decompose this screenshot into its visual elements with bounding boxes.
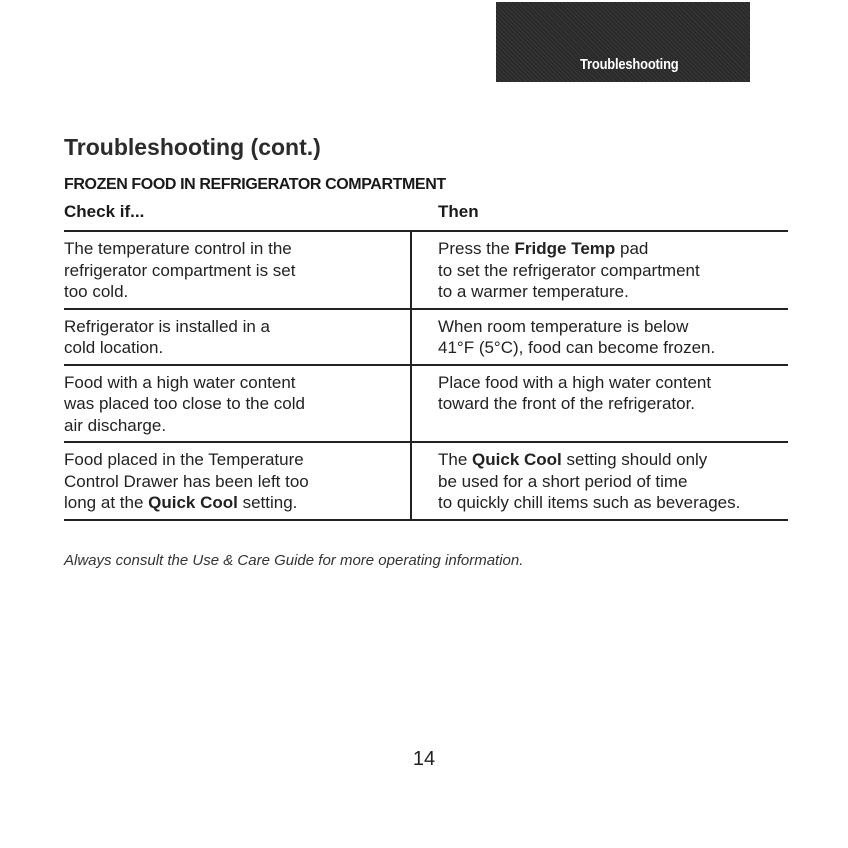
section-tab-label: Troubleshooting xyxy=(579,56,678,73)
text-segment: Press the xyxy=(438,239,515,258)
check-line xyxy=(64,449,410,471)
table-row xyxy=(64,310,788,366)
text-segment: pad xyxy=(615,239,649,258)
then-line xyxy=(438,238,788,260)
text-segment: 41°F (5°C), food can become frozen. xyxy=(438,338,716,357)
then-cell xyxy=(412,310,788,364)
table-row xyxy=(64,443,788,521)
check-line xyxy=(64,471,410,493)
check-line: refrigerator compartment is set xyxy=(64,260,296,280)
page-title: Troubleshooting (cont.) xyxy=(64,134,321,160)
then-line xyxy=(438,372,788,394)
section-tab xyxy=(496,2,750,82)
then-line xyxy=(438,337,788,359)
text-segment: Control Drawer has been left too xyxy=(64,471,309,491)
table-row xyxy=(64,232,788,310)
check-line: too cold. xyxy=(64,282,129,301)
text-segment: toward the front of the refrigerator. xyxy=(438,394,696,413)
footnote: Always consult the Use & Care Guide for more operating information. xyxy=(64,552,524,569)
check-line: cold location. xyxy=(64,338,164,357)
check-line xyxy=(64,492,410,514)
then-line xyxy=(438,449,788,471)
check-line: The temperature control in the xyxy=(64,239,292,258)
check-cell xyxy=(64,443,412,519)
check-line: Refrigerator is installed in a xyxy=(64,316,270,336)
table-row xyxy=(64,366,788,444)
text-segment: setting. xyxy=(237,493,298,512)
then-line xyxy=(438,260,788,282)
text-segment: When room temperature is below xyxy=(438,316,689,336)
then-cell xyxy=(412,366,788,442)
emphasis-text: Quick Cool xyxy=(148,493,238,512)
then-line xyxy=(438,393,788,415)
text-segment: be used for a short period of time xyxy=(438,471,688,491)
then-line xyxy=(438,316,788,338)
text-segment: The xyxy=(438,450,473,469)
then-line xyxy=(438,492,788,514)
emphasis-text: Quick Cool xyxy=(472,450,562,469)
section-heading: FROZEN FOOD IN REFRIGERATOR COMPARTMENT xyxy=(64,176,446,193)
text-segment: setting should only xyxy=(561,450,708,469)
text-segment: to set the refrigerator compartment xyxy=(438,260,700,280)
text-segment: long at the xyxy=(64,493,149,512)
page-number: 14 xyxy=(412,748,436,770)
check-cell xyxy=(64,366,412,442)
check-line: air discharge. xyxy=(64,415,167,435)
check-line: was placed too close to the cold xyxy=(64,394,305,413)
check-line: Food with a high water content xyxy=(64,372,296,392)
then-cell xyxy=(412,443,788,519)
text-segment: to quickly chill items such as beverages. xyxy=(438,493,741,512)
then-line xyxy=(438,281,788,303)
column-header-then: Then xyxy=(438,202,479,221)
check-cell xyxy=(64,310,412,364)
column-header-check: Check if... xyxy=(64,202,145,221)
text-segment: to a warmer temperature. xyxy=(438,282,629,301)
troubleshooting-table xyxy=(64,230,788,521)
check-cell xyxy=(64,232,412,308)
then-line xyxy=(438,471,788,493)
then-cell xyxy=(412,232,788,308)
text-segment: Place food with a high water content xyxy=(438,372,712,392)
text-segment: Food placed in the Temperature xyxy=(64,450,304,469)
emphasis-text: Fridge Temp xyxy=(514,239,616,258)
